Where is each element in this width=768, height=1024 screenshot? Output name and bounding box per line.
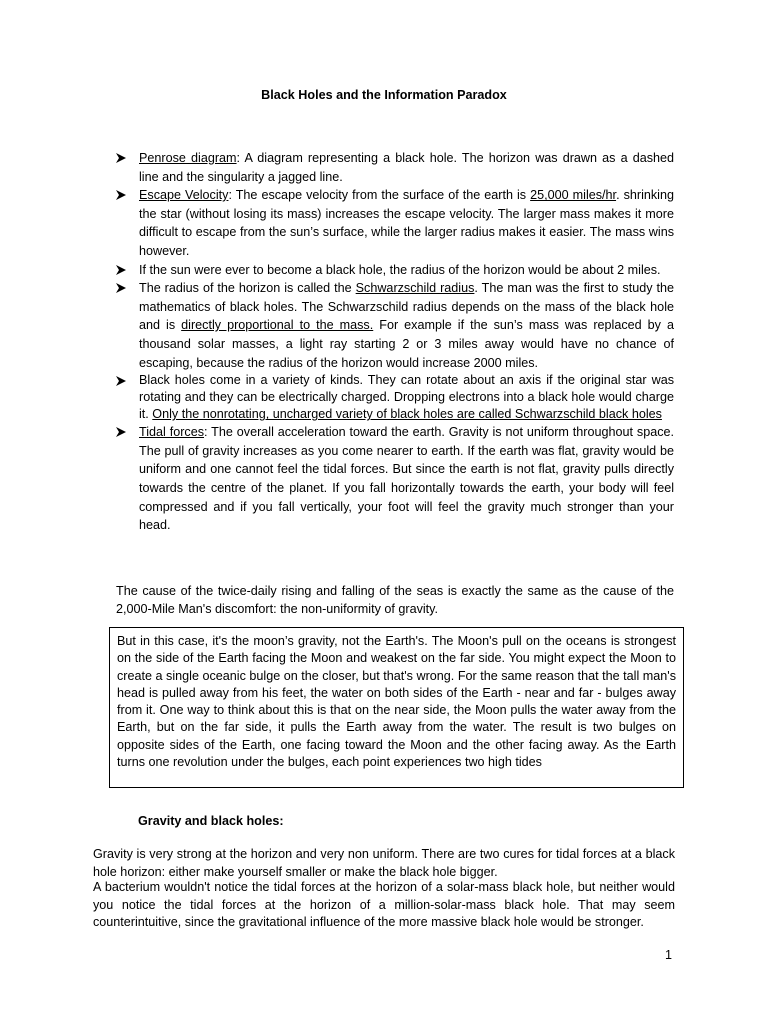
- arrow-bullet-icon: [115, 282, 127, 294]
- tides-paragraph: The cause of the twice-daily rising and falling of the seas is exactly the same as the cause of the 2,000-Mile Man's discomfort: the non-uniformity of gravity.: [116, 584, 674, 616]
- arrow-bullet-icon: [115, 189, 127, 201]
- bullet-text: Black holes come in a variety of kinds. They can rotate about an axis if the original star was rotating and they can be electrically charged. Dropping electrons into a black hole would charge it.: [139, 373, 674, 422]
- term-directly-proportional: directly proportional to the mass.: [181, 318, 374, 333]
- bullet-text: : A diagram representing a black hole. The horizon was drawn as a dashed line and the singularity a jagged line.: [139, 151, 675, 184]
- term-schwarzschild-black-holes: Only the nonrotating, uncharged variety of black holes are called Schwarzschild black holes: [152, 407, 662, 422]
- bullet-text: . The man was the first to study the mathematics of black holes. The Schwarzschild radius depends on the mass of the black hole and is: [139, 281, 674, 333]
- bacterium-paragraph: A bacterium wouldn't notice the tidal forces at the horizon of a solar-mass black hole, but neither would you notice the tidal forces at the horizon of a million-solar-mass black hole. That may seem counterintuitive, since the gravitational influence of the more massive black hole would be stronger.: [93, 880, 675, 929]
- bullet-text: : The overall acceleration toward the earth. Gravity is not uniform throughout space. The pull of gravity increases as you come nearer to earth. If the earth was flat, gravity would be uniform and one cannot feel the tidal forces. But since the earth is not flat, gravity pulls directly towards the centre of the planet. If you fall horizontally towards the earth, your body will feel compressed and if you fall vertically, your foot will feel the gravity much stronger than your head.: [139, 425, 674, 533]
- bullet-escape-velocity: [116, 186, 674, 260]
- bullet-sun-black-hole: [116, 261, 674, 280]
- arrow-bullet-icon: [115, 426, 127, 438]
- bullet-text: If the sun were ever to become a black hole, the radius of the horizon would be about 2 miles.: [139, 262, 661, 277]
- term-schwarzschild-radius: Schwarzschild radius: [355, 281, 475, 296]
- document-title: Black Holes and the Information Paradox: [261, 88, 507, 102]
- bullet-text: The radius of the horizon is called the: [139, 281, 356, 296]
- bullet-tidal-forces: [116, 423, 674, 535]
- bullet-list: [116, 149, 674, 535]
- arrow-bullet-icon: [115, 264, 127, 276]
- bullet-schwarzschild-radius: [116, 279, 674, 372]
- bullet-text: For example if the sun’s mass was replaced by a thousand solar masses, a light ray starting 2 or 3 miles away would have no chance of escaping, because the radius of the horizon would increase 2000 miles.: [139, 318, 674, 370]
- bullet-penrose-diagram: [116, 149, 674, 186]
- bullet-text: : The escape velocity from the surface of the earth is: [228, 188, 531, 203]
- boxed-moon-paragraph: But in this case, it's the moon’s gravity, not the Earth's. The Moon's pull on the oceans is strongest on the side of the Earth facing the Moon and weakest on the far side. You might expect the Moon to create a single oceanic bulge on the closer, but that's wrong. For the same reason that the tall man's head is pulled away from his feet, the water on both sides of the Earth - near and far - bulges away from it. One way to think about this is that on the near side, the Moon pulls the water away from the Earth, but on the far side, it pulls the Earth away from the water. The result is two bulges on opposite sides of the Earth, one facing toward the Moon and the other facing away. As the Earth turns one revolution under the bulges, each point experiences two high tides: [109, 627, 684, 788]
- term-penrose-diagram: Penrose diagram: [139, 151, 237, 165]
- term-escape-speed-value: 25,000 miles/hr: [530, 188, 617, 203]
- horizon-paragraph: Gravity is very strong at the horizon and very non uniform. There are two cures for tidal forces at a black hole horizon: either make yourself smaller or make the black hole bigger.: [93, 847, 675, 879]
- bullet-black-hole-kinds: [116, 372, 674, 423]
- section-heading-gravity: Gravity and black holes:: [138, 814, 284, 828]
- page-number: 1: [665, 948, 673, 962]
- bullet-text: . shrinking the star (without losing its mass) increases the escape velocity. The larger mass makes it more difficult to escape from the sun’s surface, while the larger radius makes it easier. The mass wins however.: [139, 188, 674, 258]
- arrow-bullet-icon: [115, 375, 127, 387]
- term-escape-velocity: Escape Velocity: [139, 188, 229, 203]
- term-tidal-forces: Tidal forces: [139, 425, 205, 440]
- arrow-bullet-icon: [115, 152, 127, 164]
